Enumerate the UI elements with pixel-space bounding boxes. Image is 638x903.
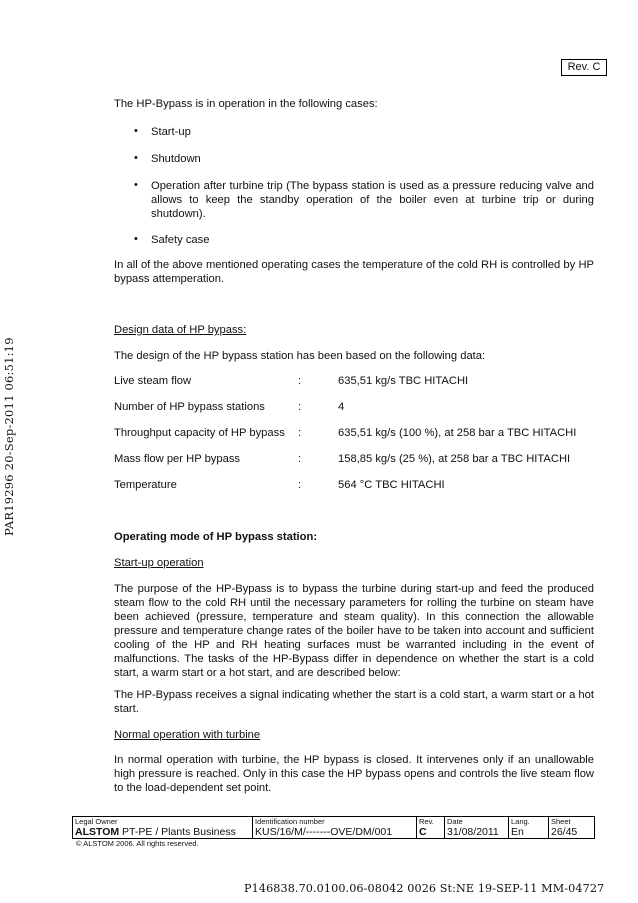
normal-operation-heading: Normal operation with turbine <box>114 729 261 741</box>
design-row-colon: : <box>298 375 302 387</box>
footer-rev-value: C <box>419 826 427 838</box>
bullet-marker: • <box>134 233 138 245</box>
attemperation-paragraph: In all of the above mentioned operating cases the temperature of the cold RH is controlled by HP bypass attemperation. <box>114 259 594 285</box>
bullet-item-shutdown: Shutdown <box>151 153 201 165</box>
footer-lang-cell <box>509 817 549 839</box>
start-signal-paragraph: The HP-Bypass receives a signal indicating whether the start is a cold start, a warm start or a hot start. <box>114 689 594 715</box>
bullet-item-startup: Start-up <box>151 126 191 138</box>
design-row-value: 635,51 kg/s TBC HITACHI <box>338 375 469 387</box>
design-row-value: 635,51 kg/s (100 %), at 258 bar a TBC HITACHI <box>338 427 577 439</box>
bullet-item-turbine-trip: Operation after turbine trip (The bypass station is used as a pressure reducing valve and allows to keep the standby operation of the boiler even at turbine trip or during shutdown). <box>151 180 594 220</box>
design-row-value: 4 <box>338 401 345 413</box>
footer-sheet-value: 26/45 <box>551 826 578 838</box>
operating-mode-heading: Operating mode of HP bypass station: <box>114 531 318 543</box>
design-data-heading: Design data of HP bypass: <box>114 324 247 336</box>
design-row-colon: : <box>298 401 302 413</box>
footer-identification-value: KUS/16/M/-------OVE/DM/001 <box>255 826 393 838</box>
footer-legal-owner-cell <box>73 817 253 839</box>
design-row-label: Number of HP bypass stations <box>114 401 265 413</box>
design-row-value: 564 °C TBC HITACHI <box>338 479 445 491</box>
startup-paragraph: The purpose of the HP-Bypass is to bypass the turbine during start-up and feed the produced steam flow to the cold RH until the necessary parameters for rolling the turbine on steam have been achieved (pressure, temperature and steam quality). In this connection the allowable pressure and temperature change rates of the boiler have to be taken into account and sufficient cooling of the HP and RH heating surfaces must be warranted including in the event of malfunctions. The tasks of the HP-Bypass differ in dependence on whether the start is a cold start, a warm start or a hot start, and are described below: <box>114 583 594 679</box>
footer-legal-owner-value: PT-PE / Plants Business <box>119 826 236 838</box>
design-row-colon: : <box>298 427 302 439</box>
design-row-label: Mass flow per HP bypass <box>114 453 241 465</box>
footer-lang-label: Lang. <box>511 817 530 826</box>
design-row-colon: : <box>298 479 302 491</box>
footer-date-label: Date <box>447 817 463 826</box>
bottom-document-stamp: P146838.70.0100.06-08042 0026 St:NE 19-SEP-11 MM-04727 <box>244 882 605 895</box>
footer-legal-owner-label: Legal Owner <box>75 817 118 826</box>
document-footer-table <box>72 816 595 839</box>
design-row-value: 158,85 kg/s (25 %), at 258 bar a TBC HITACHI <box>338 453 571 465</box>
intro-paragraph: The HP-Bypass is in operation in the following cases: <box>114 98 378 110</box>
footer-lang-value: En <box>511 826 524 838</box>
footer-rev-cell <box>417 817 445 839</box>
bullet-item-safety-case: Safety case <box>151 234 210 246</box>
revision-box: Rev. C <box>561 59 607 76</box>
footer-date-value: 31/08/2011 <box>447 826 499 838</box>
bullet-marker: • <box>134 179 138 191</box>
startup-operation-heading: Start-up operation <box>114 557 204 569</box>
bullet-marker: • <box>134 152 138 164</box>
side-timestamp-stamp: PAR19296 20-Sep-2011 06:51:19 <box>2 337 16 536</box>
footer-company-name: ALSTOM <box>75 826 120 838</box>
normal-operation-paragraph: In normal operation with turbine, the HP bypass is closed. It intervenes only if an unallowable high pressure is reached. Only in this case the HP bypass opens and controls the live steam flow to the load-dependent set point. <box>114 754 594 794</box>
copyright-notice: © ALSTOM 2006. All rights reserved. <box>76 839 199 848</box>
design-row-label: Throughput capacity of HP bypass <box>114 427 285 439</box>
design-row-label: Live steam flow <box>114 375 192 387</box>
bullet-marker: • <box>134 125 138 137</box>
footer-sheet-label: Sheet <box>551 817 571 826</box>
design-row-label: Temperature <box>114 479 177 491</box>
footer-identification-label: Identification number <box>255 817 325 826</box>
footer-rev-label: Rev. <box>419 817 434 826</box>
footer-sheet-cell <box>549 817 595 839</box>
footer-date-cell <box>445 817 509 839</box>
design-row-colon: : <box>298 453 302 465</box>
design-intro-paragraph: The design of the HP bypass station has been based on the following data: <box>114 350 486 362</box>
footer-identification-cell <box>253 817 417 839</box>
